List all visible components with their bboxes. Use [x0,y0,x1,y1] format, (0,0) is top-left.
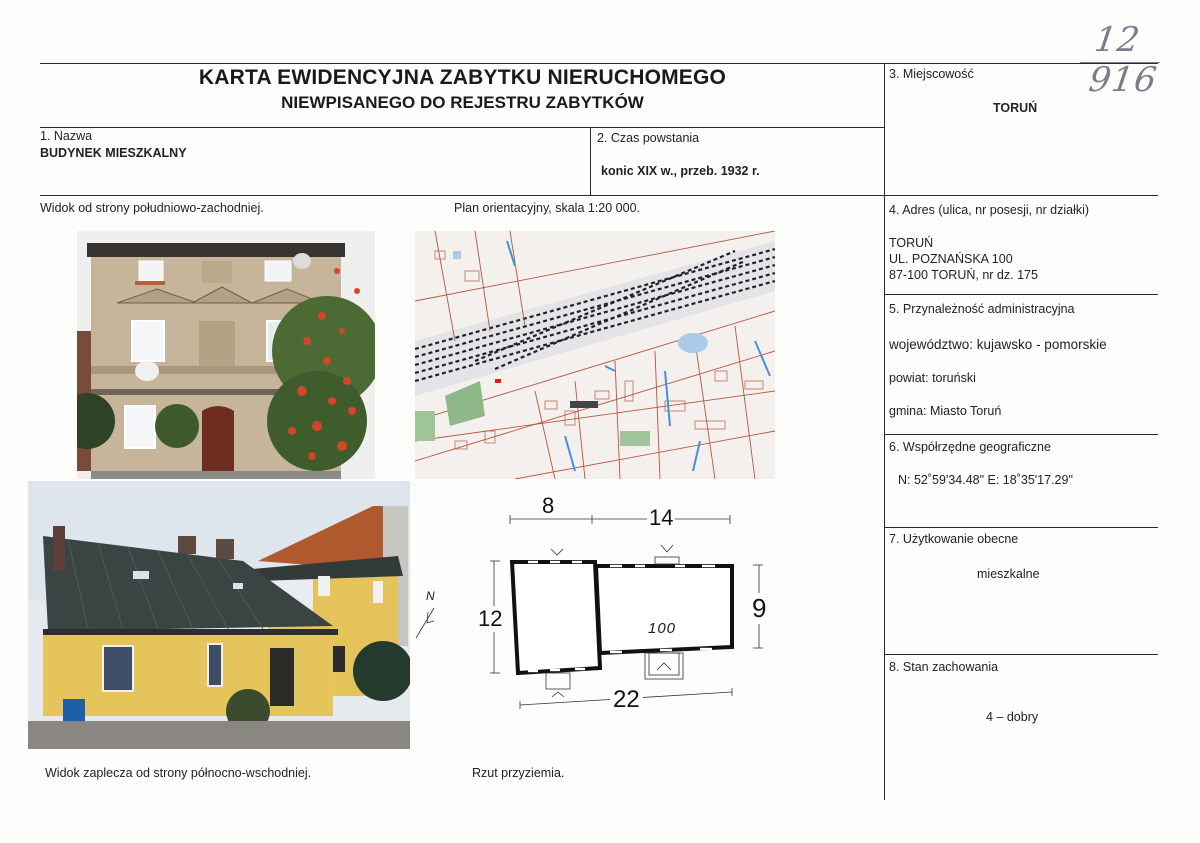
map-caption: Plan orientacyjny, skala 1:20 000. [454,201,640,215]
address-divider [884,294,1158,295]
condition-value: 4 – dobry [986,710,1039,724]
address-street: UL. POZNAŃSKA 100 [889,252,1013,266]
title-divider [40,127,885,128]
admin-divider [884,434,1158,435]
front-facade-photo [77,231,375,479]
usage-label: 7. Użytkowanie obecne [889,532,1019,546]
orientation-map [415,231,775,479]
name-divider [40,195,1158,196]
admin-county: powiat: toruński [889,371,976,385]
handwritten-registry-number: 12 916 [1086,20,1160,100]
floor-plan-illustration [410,490,790,720]
date-value: konic XIX w., przeb. 1932 r. [601,164,760,178]
front-photo-caption: Widok od strony południowo-zachodniej. [40,201,264,215]
address-label: 4. Adres (ulica, nr posesji, nr działki) [889,203,1090,217]
document-title: KARTA EWIDENCYJNA ZABYTKU NIERUCHOMEGO [198,66,727,89]
locality-value: TORUŃ [993,101,1038,115]
street-map-illustration [415,231,775,479]
usage-value: mieszkalne [977,567,1040,581]
admin-voivodeship: województwo: kujawsko - pomorskie [889,337,1107,352]
document-subtitle: NIEWPISANEGO DO REJESTRU ZABYTKÓW [281,93,644,112]
plan-dim-top-left: 8 [542,493,555,518]
name-date-divider [590,127,591,195]
coords-label: 6. Współrzędne geograficzne [889,440,1051,454]
address-city: TORUŃ [889,236,934,250]
coords-divider [884,527,1158,528]
admin-label: 5. Przynależność administracyjna [889,302,1075,316]
name-value: BUDYNEK MIESZKALNY [40,146,187,160]
address-postal-plot: 87-100 TORUŃ, nr dz. 175 [889,268,1038,282]
coords-value: N: 52˚59'34.48" E: 18˚35'17.29" [898,473,1073,487]
rear-view-photo [28,481,410,749]
plan-dim-top-right: 14 [649,505,674,530]
plan-dim-right: 9 [752,593,767,623]
rear-view-illustration [28,481,410,749]
right-column-divider [884,63,885,800]
floor-plan-caption: Rzut przyziemia. [472,766,565,780]
floor-plan-drawing [410,490,790,720]
name-label: 1. Nazwa [40,129,93,143]
target-building-marker [495,379,501,383]
back-photo-caption: Widok zaplecza od strony północno-wschodniej. [45,766,312,780]
plan-building-number: 100 [648,620,677,637]
top-border [40,63,1158,64]
plan-dim-left: 12 [478,606,503,631]
condition-label: 8. Stan zachowania [889,660,999,674]
front-facade-illustration [77,231,375,479]
usage-divider [884,654,1158,655]
date-label: 2. Czas powstania [597,131,700,145]
locality-label: 3. Miejscowość [889,67,974,81]
admin-commune: gmina: Miasto Toruń [889,404,1002,418]
plan-dim-bottom: 22 [610,686,643,714]
plan-north-label: N [426,589,435,603]
